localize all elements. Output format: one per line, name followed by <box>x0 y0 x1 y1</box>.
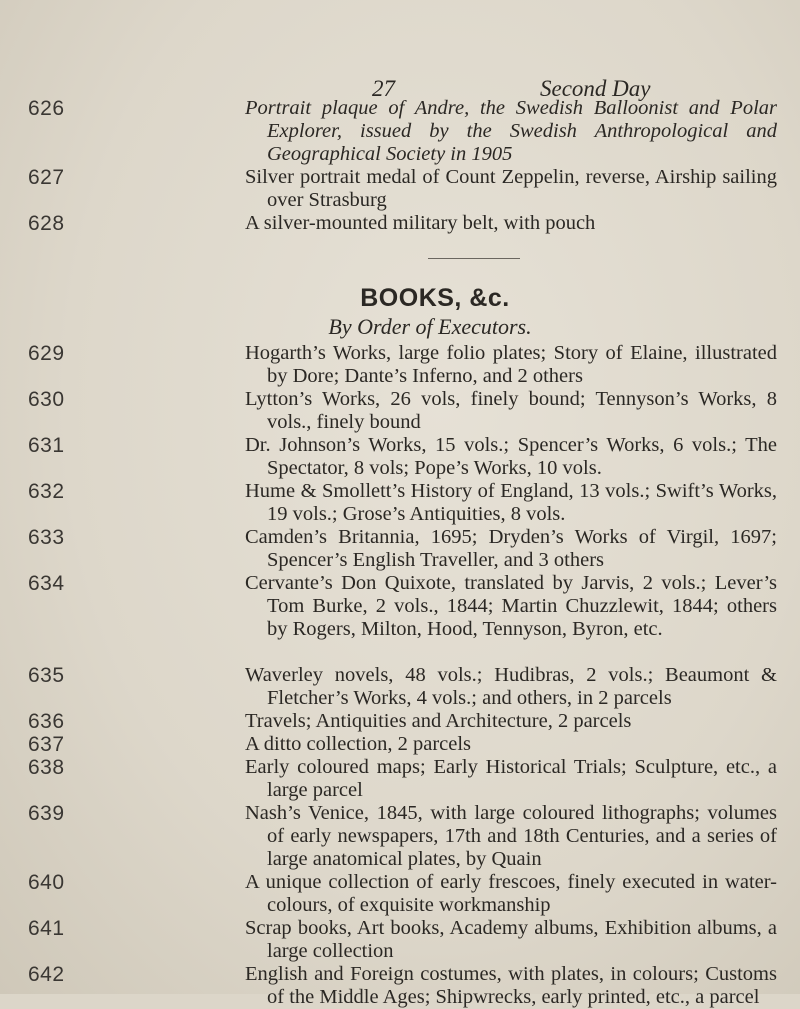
running-header-day: Second Day <box>540 76 651 101</box>
lot-number: 631 <box>28 434 65 457</box>
lot-number: 632 <box>28 480 65 503</box>
lot-number: 641 <box>28 917 65 940</box>
lot-description: Dr. Johnson’s Works, 15 vols.; Spencer’s Works, 6 vols.; The Spectator, 8 vols; Pope’s Works, 10 vols. <box>245 434 777 479</box>
lot-description: Scrap books, Art books, Academy albums, Exhibition albums, a large collection <box>245 917 777 962</box>
lot-description: A ditto collection, 2 parcels <box>245 733 472 755</box>
lot-number: 639 <box>28 802 65 825</box>
section-divider <box>428 258 520 259</box>
lot-description: Cervante’s Don Quixote, translated by Jarvis, 2 vols.; Lever’s Tom Burke, 2 vols., 1844; Martin Chuzzlewit, 1844; others by Rogers, Milton, Hood, Tennyson, Byron, etc. <box>245 572 777 640</box>
lot-description: A unique collection of early frescoes, finely executed in water-colours, of exquisite workmanship <box>245 871 777 916</box>
lot-number: 634 <box>28 572 65 595</box>
lot-description: Hume & Smollett’s History of England, 13 vols.; Swift’s Works, 19 vols.; Grose’s Antiquities, 8 vols. <box>245 480 777 525</box>
page-number: 27 <box>372 76 395 101</box>
lot-description: Camden’s Britannia, 1695; Dryden’s Works of Virgil, 1697; Spencer’s English Traveller, and 3 others <box>245 526 777 571</box>
lot-number: 636 <box>28 710 65 733</box>
section-subtitle: By Order of Executors. <box>328 314 532 339</box>
lot-number: 635 <box>28 664 65 687</box>
section-title: BOOKS, &c. <box>360 284 510 312</box>
lot-number: 628 <box>28 212 65 235</box>
lot-number: 633 <box>28 526 65 549</box>
lot-number: 638 <box>28 756 65 779</box>
lot-number: 637 <box>28 733 65 756</box>
lot-description: Nash’s Venice, 1845, with large coloured lithographs; volumes of early newspapers, 17th and 18th Centuries, and a series of large anatomical plates, by Quain <box>245 802 777 870</box>
lot-description: Portrait plaque of Andre, the Swedish Balloonist and Polar Explorer, issued by the Swedish Anthropological and Geographical Society in 1905 <box>245 97 777 165</box>
lot-description: Early coloured maps; Early Historical Trials; Sculpture, etc., a large parcel <box>245 756 777 801</box>
lot-number: 627 <box>28 166 65 189</box>
lot-number: 642 <box>28 963 65 986</box>
lot-number: 626 <box>28 97 65 120</box>
lot-description: Travels; Antiquities and Architecture, 2 parcels <box>245 710 632 732</box>
lot-description: A silver-mounted military belt, with pouch <box>245 212 596 234</box>
lot-number: 640 <box>28 871 65 894</box>
lot-number: 629 <box>28 342 65 365</box>
lot-description: Silver portrait medal of Count Zeppelin, reverse, Airship sailing over Strasburg <box>245 166 777 211</box>
lot-description: Hogarth’s Works, large folio plates; Story of Elaine, illustrated by Dore; Dante’s Inferno, and 2 others <box>245 342 777 387</box>
lot-description: Waverley novels, 48 vols.; Hudibras, 2 vols.; Beaumont & Fletcher’s Works, 4 vols.; and others, in 2 parcels <box>245 664 777 709</box>
lot-description: Lytton’s Works, 26 vols, finely bound; Tennyson’s Works, 8 vols., finely bound <box>245 388 777 433</box>
lot-description: English and Foreign costumes, with plates, in colours; Customs of the Middle Ages; Shipwrecks, early printed, etc., a parcel <box>245 963 777 1008</box>
lot-number: 630 <box>28 388 65 411</box>
